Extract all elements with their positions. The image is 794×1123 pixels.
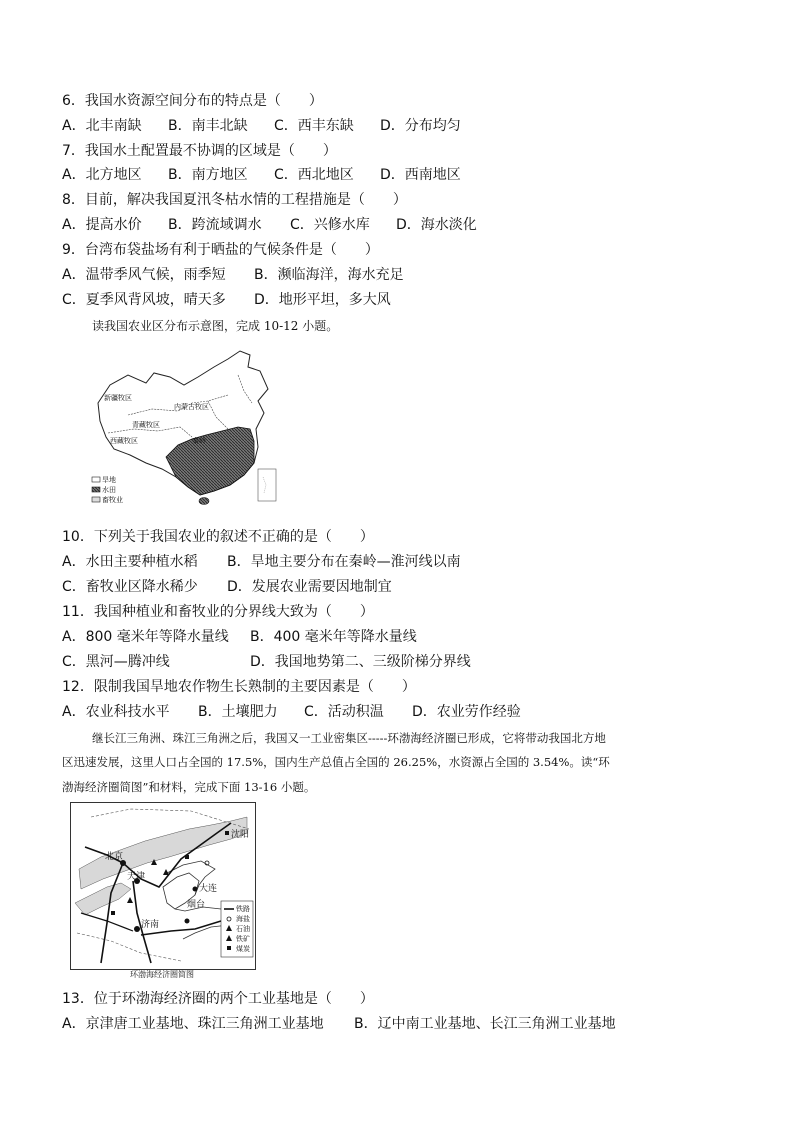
question-8-options — [62, 216, 477, 234]
legend-coal: 煤炭 — [236, 945, 250, 953]
question-10-options-row2 — [62, 578, 392, 596]
option-a: A．北方地区 — [62, 167, 142, 183]
question-13-stem: 13．位于环渤海经济圈的两个工业基地是（ ） — [62, 991, 374, 1007]
option-c: C．西丰东缺 — [274, 118, 354, 134]
material-paragraph-line3: 渤海经济圈简图”和材料，完成下面 13-16 小题。 — [62, 780, 316, 794]
label-tibet-pasture: 西藏牧区 — [110, 437, 138, 445]
option-c: C．黑河—腾冲线 — [62, 654, 170, 670]
label-beijing: 北京 — [105, 852, 124, 862]
question-7-options — [62, 166, 461, 184]
label-qinghai-pasture: 青藏牧区 — [132, 421, 160, 429]
legend-paddy: 水田 — [102, 486, 116, 494]
question-6-options — [62, 117, 461, 135]
material-paragraph-line1: 继长江三角洲、珠江三角洲之后，我国又一工业密集区-----环渤海经济圈已形成，它将带动我国北方地 — [92, 731, 606, 745]
question-7-stem: 7．我国水土配置最不协调的区域是（ ） — [62, 143, 337, 159]
question-11-options-row2 — [62, 653, 471, 671]
label-jinan: 济南 — [141, 920, 160, 930]
legend-railway: 铁路 — [236, 905, 250, 913]
option-b: B．濒临海洋，海水充足 — [254, 267, 404, 283]
option-a: A．温带季风气候，雨季短 — [62, 267, 226, 283]
legend-oil: 石油 — [236, 925, 250, 933]
legend-dryland: 旱地 — [102, 476, 116, 484]
question-11-options-row1 — [62, 628, 417, 646]
option-a: A．农业科技水平 — [62, 704, 170, 720]
question-13-options — [62, 1015, 616, 1033]
question-12-options — [62, 703, 521, 721]
question-6-stem: 6．我国水资源空间分布的特点是（ ） — [62, 93, 323, 109]
option-d: D．地形平坦，多大风 — [254, 292, 391, 308]
legend-paddy-swatch — [92, 487, 100, 492]
label-xinjiang-pasture: 新疆牧区 — [104, 394, 132, 402]
material-paragraph-line2: 区迅速发展，这里人口占全国的 17.5%，国内生产总值占全国的 26.25%，水资源占全国的 3.54%。读“环 — [62, 755, 610, 769]
option-a: A．京津唐工业基地、珠江三角洲工业基地 — [62, 1016, 324, 1032]
question-11-stem: 11．我国种植业和畜牧业的分界线大致为（ ） — [62, 604, 374, 620]
option-b: B．南方地区 — [168, 167, 248, 183]
reading-instruction-10-12: 读我国农业区分布示意图，完成 10-12 小题。 — [92, 319, 339, 333]
question-12-stem: 12．限制我国旱地农作物生长熟制的主要因素是（ ） — [62, 679, 416, 695]
option-b: B．400 毫米年等降水量线 — [250, 629, 417, 645]
label-shenyang: 沈阳 — [231, 830, 250, 840]
map2-caption: 环渤海经济圈简图 — [130, 970, 194, 979]
legend-pasture: 畜牧业 — [102, 496, 123, 504]
label-qinling: 秦岭 — [192, 437, 206, 445]
option-a: A．北丰南缺 — [62, 118, 142, 134]
label-dalian: 大连 — [199, 884, 218, 894]
option-d: D．我国地势第二、三级阶梯分界线 — [250, 654, 471, 670]
option-d: D．农业劳作经验 — [412, 704, 521, 720]
label-inner-mongolia-pasture: 内蒙古牧区 — [174, 403, 209, 411]
option-c: C．西北地区 — [274, 167, 354, 183]
option-c: C．兴修水库 — [290, 217, 370, 233]
option-b: B．跨流域调水 — [168, 217, 262, 233]
question-10-stem: 10．下列关于我国农业的叙述不正确的是（ ） — [62, 529, 374, 545]
legend-iron-ore: 铁矿 — [236, 935, 250, 943]
label-tianjin: 天津 — [127, 872, 146, 882]
option-c: C．畜牧业区降水稀少 — [62, 579, 198, 595]
option-b: B．土壤肥力 — [198, 704, 278, 720]
question-8-stem: 8．目前，解决我国夏汛冬枯水情的工程措施是（ ） — [62, 192, 407, 208]
question-9-stem: 9．台湾布袋盐场有利于晒盐的气候条件是（ ） — [62, 242, 379, 258]
legend-pasture-swatch — [92, 497, 100, 502]
option-a: A．提高水价 — [62, 217, 142, 233]
option-c: C．夏季风背风坡，晴天多 — [62, 292, 226, 308]
option-a: A．水田主要种植水稻 — [62, 554, 198, 570]
question-10-options-row1 — [62, 553, 461, 571]
option-a: A．800 毫米年等降水量线 — [62, 629, 229, 645]
label-yantai: 烟台 — [187, 900, 206, 910]
legend-dryland-swatch — [92, 477, 100, 482]
option-b: B．旱地主要分布在秦岭—淮河线以南 — [227, 554, 461, 570]
option-d: D．发展农业需要因地制宜 — [227, 579, 392, 595]
option-d: D．西南地区 — [380, 167, 461, 183]
option-c: C．活动积温 — [304, 704, 384, 720]
legend-sea-salt: 海盐 — [236, 915, 250, 923]
question-9-options-row1 — [62, 266, 404, 284]
option-d: D．海水淡化 — [396, 217, 477, 233]
question-9-options-row2 — [62, 291, 391, 309]
agriculture-region-map — [88, 345, 280, 513]
option-b: B．南丰北缺 — [168, 118, 248, 134]
bohai-economic-rim-map — [70, 802, 256, 970]
option-b: B．辽中南工业基地、长江三角洲工业基地 — [354, 1016, 616, 1032]
option-d: D．分布均匀 — [380, 118, 461, 134]
